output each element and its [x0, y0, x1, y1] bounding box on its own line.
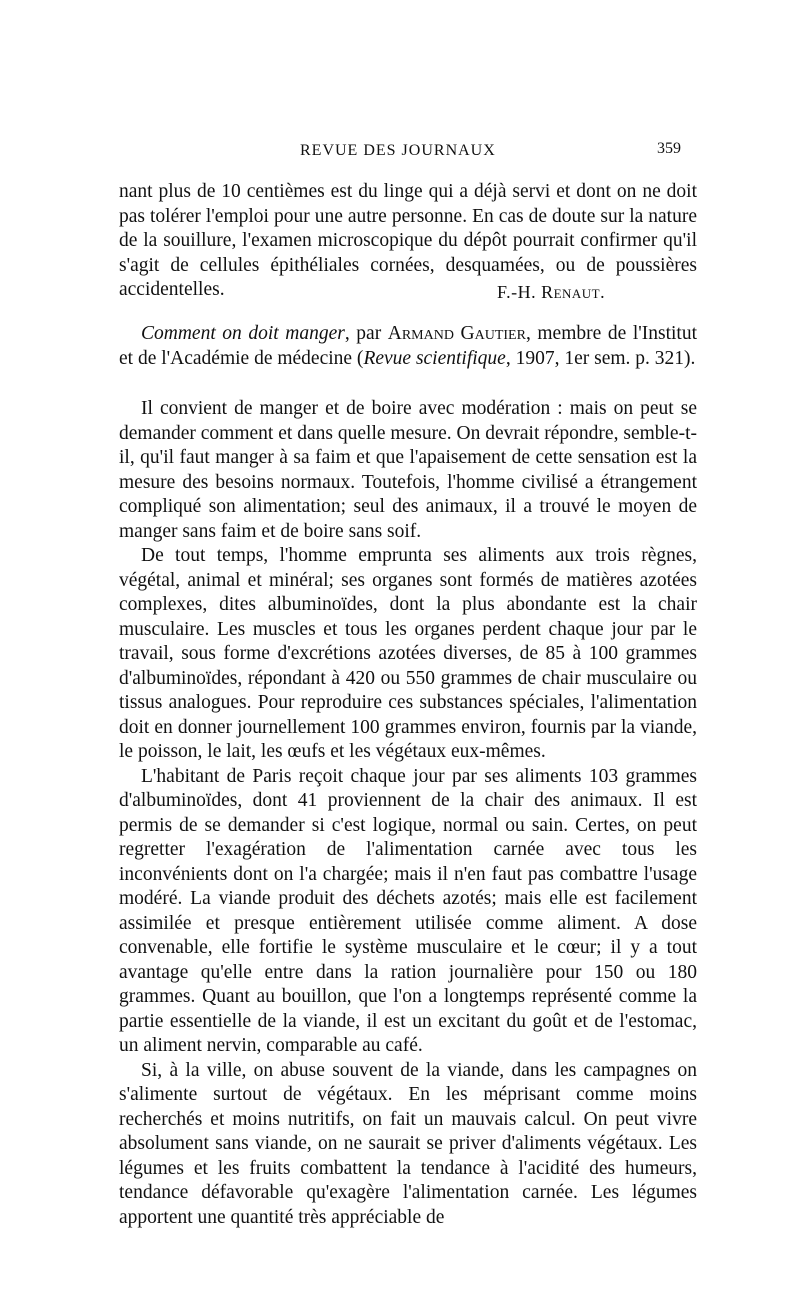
- closing-paragraph: nant plus de 10 centièmes est du linge qui a déjà servi et dont on ne doit pas tolérer l'emploi pour une autre personne. En cas de doute sur la nature de la souillure, l'examen microscopique du dépôt pourrait confirmer qu'il s'agit de cellules épithéliales cornées, desquamées, ou de poussières accidentelles.: [119, 181, 697, 300]
- running-header: REVUE DES JOURNAUX: [300, 142, 496, 159]
- article-body: [119, 397, 697, 1230]
- body-paragraph-2: De tout temps, l'homme emprunta ses aliments aux trois règnes, végétal, animal et minéral; ses organes sont formés de matières azotées complexes, dites albuminoïdes, dont la plus abondante est la chair musculaire. Les muscles et tous les organes perdent chaque jour par le travail, sous forme d'excrétions azotées diverses, de 85 à 100 grammes d'albuminoïdes, répondant à 420 ou 550 grammes de chair musculaire ou tissus analogues. Pour reproduire ces substances spéciales, l'alimentation doit en donner journellement 100 grammes environ, fournis par la viande, le poisson, le lait, les œufs et les végétaux eux-mêmes.: [119, 545, 697, 762]
- article-citation: [119, 322, 697, 371]
- article-author: Armand Gautier: [387, 323, 526, 344]
- article-title: Comment on doit manger: [141, 323, 345, 344]
- body-paragraph-4: Si, à la ville, on abuse souvent de la viande, dans les campagnes on s'alimente surtout de végétaux. En les méprisant comme moins recherchés et moins nutritifs, on fait un mauvais calcul. On peut vivre absolument sans viande, on ne saurait se priver d'aliments végétaux. Les légumes et les fruits combattent la tendance à l'acidité des humeurs, tendance défavorable qu'exagère l'alimentation carnée. Les légumes apportent une quantité très appréciable de: [119, 1059, 697, 1228]
- article-affiliation: , membre de l'Institut et de l'Académie de médecine (: [119, 323, 698, 369]
- journal-name: Revue scientifique: [363, 347, 506, 369]
- body-paragraph-1: Il convient de manger et de boire avec modération : mais on peut se demander comment et dans quelle mesure. On devrait répondre, semble-t-il, qu'il faut manger à sa faim et que l'apaisement de cette sensation est la mesure des besoins normaux. Toutefois, l'homme civilisé a étrangement compliqué son alimentation; seul des animaux, il a trouvé le moyen de manger sans faim et de boire sans soif.: [119, 398, 697, 542]
- previous-article-ending: [119, 180, 697, 303]
- page-number: 359: [657, 140, 681, 157]
- body-paragraph-3: L'habitant de Paris reçoit chaque jour par ses aliments 103 grammes d'albuminoïdes, dont 41 proviennent de la chair des animaux. Il est permis de se demander si c'est logique, normal ou sain. Certes, on peut regretter l'exagération de l'alimentation carnée avec tous les inconvénients dont on l'a chargée; mais il n'en faut pas combattre l'usage modéré. La viande produit des déchets azotés; mais elle est facilement assimilée et presque entièrement utilisée comme aliment. A dose convenable, elle fortifie le système musculaire et le cœur; il y a tout avantage qu'elle entre dans la ration journalière pour 150 ou 180 grammes. Quant au bouillon, que l'on a longtemps représenté comme la partie essentielle de la viande, il est un excitant du goût et de l'estomac, un aliment nervin, comparable au café.: [119, 765, 697, 1056]
- citation-details: , 1907, 1er sem. p. 321).: [505, 347, 696, 369]
- by-text: , par: [344, 323, 388, 344]
- signature-name: Renaut.: [541, 282, 606, 302]
- author-signature: [497, 282, 605, 303]
- signature-initials: F.-H.: [497, 282, 542, 302]
- article-heading: [119, 322, 697, 371]
